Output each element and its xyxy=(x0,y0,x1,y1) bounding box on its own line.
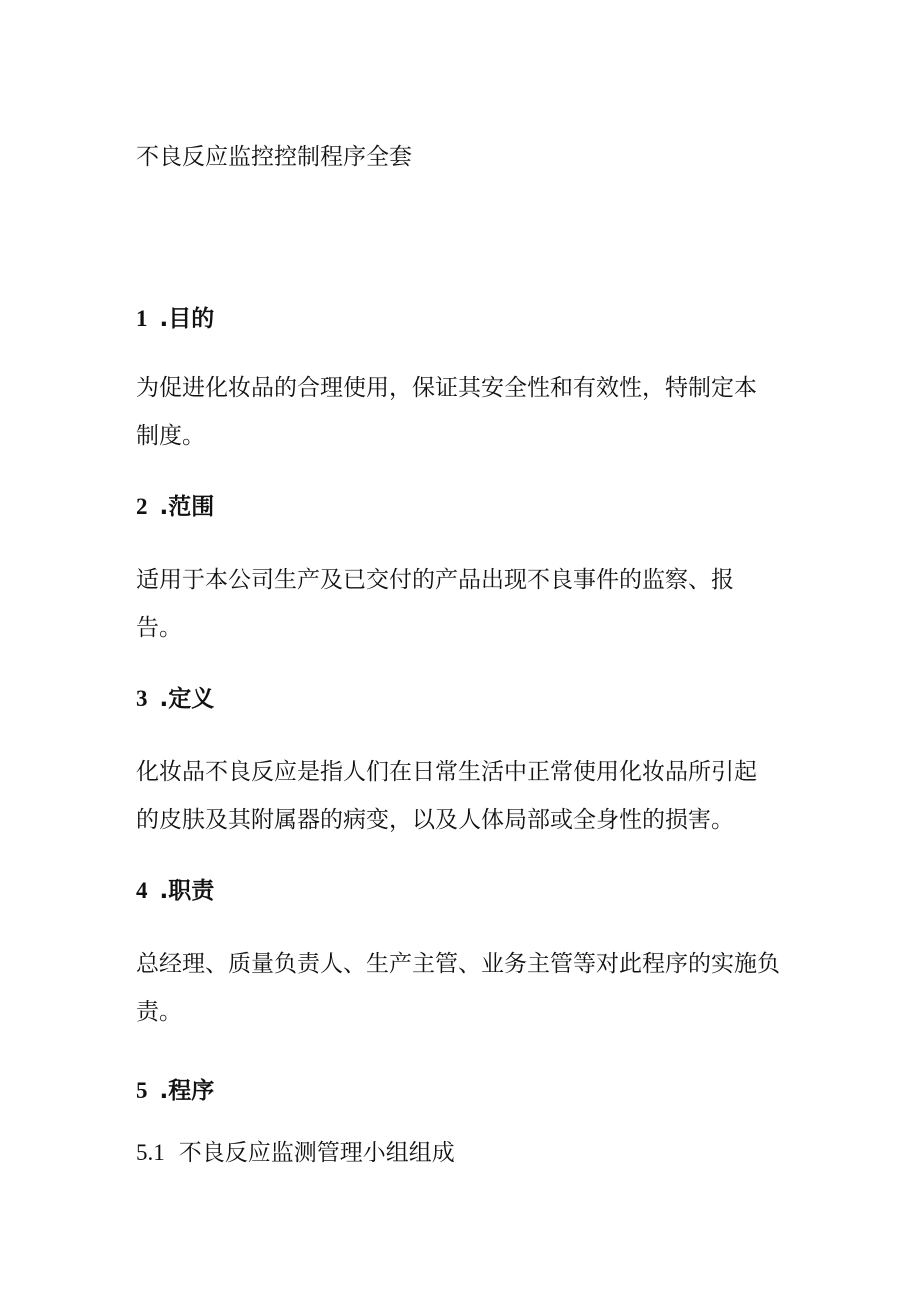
section-heading-definition xyxy=(136,682,214,716)
section-body-scope xyxy=(136,556,796,652)
section-heading-scope xyxy=(136,490,214,524)
subsection-title: 不良反应监测管理小组组成 xyxy=(178,1140,455,1166)
section-number: 2 xyxy=(136,494,148,519)
section-heading-procedure xyxy=(136,1074,214,1108)
paragraph-line: 制度。 xyxy=(136,423,205,449)
section-body-purpose xyxy=(136,364,796,460)
paragraph-line: 总经理、质量负责人、生产主管、业务主管等对此程序的实施负 xyxy=(136,951,780,977)
section-title: .程序 xyxy=(159,1078,215,1104)
section-number: 4 xyxy=(136,878,148,903)
document-title: 不良反应监控控制程序全套 xyxy=(136,144,412,170)
section-title: .目的 xyxy=(159,306,215,332)
section-heading-responsibilities xyxy=(136,874,214,908)
paragraph-line: 告。 xyxy=(136,615,182,641)
section-title: .定义 xyxy=(159,686,215,712)
paragraph-line: 化妆品不良反应是指人们在日常生活中正常使用化妆品所引起 xyxy=(136,759,757,785)
section-number: 1 xyxy=(136,306,148,331)
paragraph-line: 适用于本公司生产及已交付的产品出现不良事件的监察、报 xyxy=(136,567,734,593)
section-number: 5 xyxy=(136,1078,148,1103)
section-title: .职责 xyxy=(159,878,215,904)
paragraph-line: 的皮肤及其附属器的病变，以及人体局部或全身性的损害。 xyxy=(136,807,734,833)
section-heading-purpose xyxy=(136,302,214,336)
section-body-responsibilities xyxy=(136,940,796,1036)
subsection-number: 5.1 xyxy=(136,1140,165,1165)
section-body-definition xyxy=(136,748,796,844)
section-title: .范围 xyxy=(159,494,215,520)
section-number: 3 xyxy=(136,686,148,711)
subsection-heading xyxy=(136,1136,455,1170)
paragraph-line: 为促进化妆品的合理使用，保证其安全性和有效性，特制定本 xyxy=(136,375,757,401)
paragraph-line: 责。 xyxy=(136,999,182,1025)
